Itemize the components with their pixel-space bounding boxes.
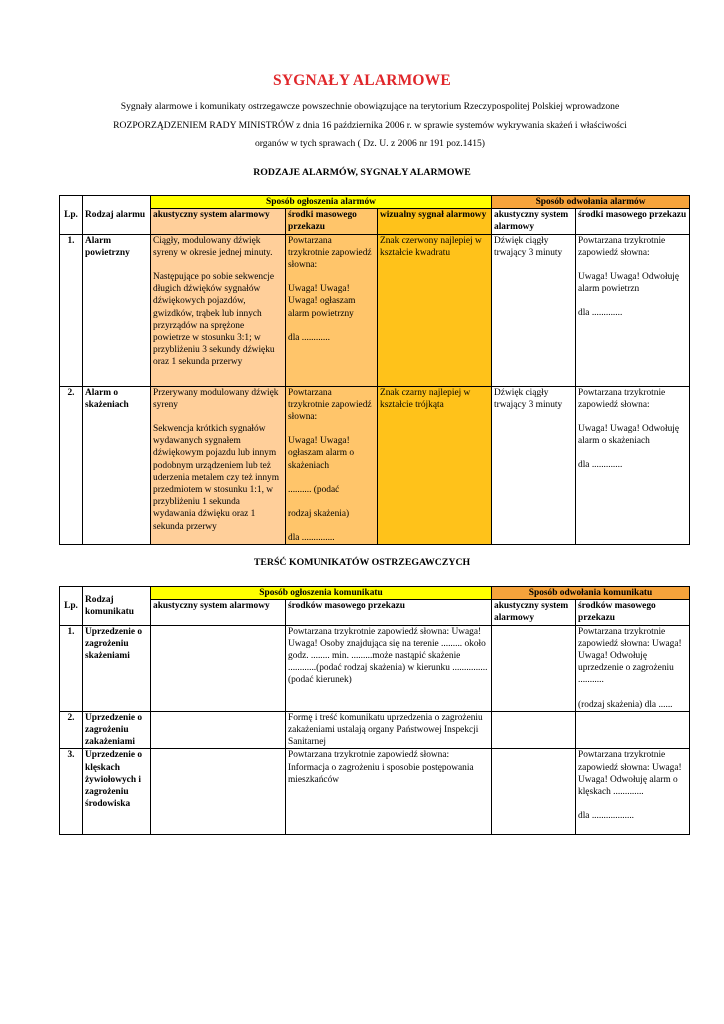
row-acoustic bbox=[151, 234, 286, 386]
page-title: SYGNAŁY ALARMOWE bbox=[273, 72, 451, 89]
media-text-c: .......... (podać bbox=[288, 484, 340, 495]
row-media: Powtarzana trzykrotnie zapowiedź słowna: Uwaga! Uwaga! Osoby znajdująca się na terenie ......... około godz. ........ min. .........może nastąpić skażenie ............(podać rodzaj skażenia) w kierunku ............... (podać kierunek) bbox=[286, 625, 492, 711]
row-lp: 1. bbox=[60, 625, 83, 711]
media-text-a: Powtarzana trzykrotnie zapowiedź słowna: bbox=[288, 235, 372, 271]
intro-paragraph bbox=[70, 98, 670, 154]
header-alarm-type: Rodzaj alarmu bbox=[83, 196, 151, 235]
table-row bbox=[60, 234, 690, 386]
header-media: środki masowego przekazu bbox=[286, 209, 378, 234]
header-media: środków masowego przekazu bbox=[286, 600, 492, 625]
row-acoustic bbox=[151, 386, 286, 545]
header-cancel-group: Sposób odwołania komunikatu bbox=[492, 587, 690, 600]
row-cancel-acoustic: Dźwięk ciągły trwający 3 minuty bbox=[492, 234, 576, 386]
row-lp: 3. bbox=[60, 749, 83, 835]
row-visual: Znak czerwony najlepiej w kształcie kwadratu bbox=[378, 234, 492, 386]
intro-line-1: Sygnały alarmowe i komunikaty ostrzegawcze powszechnie obowiązujące na terytorium Rzeczypospolitej Polskiej wprowadzone bbox=[120, 101, 620, 112]
row-cancel-media bbox=[576, 625, 690, 711]
row-acoustic bbox=[151, 749, 286, 835]
row-cancel-media bbox=[576, 234, 690, 386]
header-cancel-media: środków masowego przekazu bbox=[576, 600, 690, 625]
cancel-media-text-b: (rodzaj skażenia) dla ...... bbox=[578, 699, 673, 710]
cancel-media-text-b: Uwaga! Uwaga! Odwołuję alarm powietrzn bbox=[578, 272, 680, 295]
header-lp: Lp. bbox=[60, 196, 83, 235]
cancel-media-text-c: dla ............. bbox=[578, 308, 623, 319]
row-media bbox=[286, 234, 378, 386]
header-acoustic: akustyczny system alarmowy bbox=[151, 209, 286, 234]
acoustic-text-a: Przerywany modulowany dźwięk syreny bbox=[153, 387, 279, 410]
row-acoustic bbox=[151, 711, 286, 749]
header-lp: Lp. bbox=[60, 587, 83, 626]
row-media: Powtarzana trzykrotnie zapowiedź słowna: Informacja o zagrożeniu i sposobie postępowania mieszkańców bbox=[286, 749, 492, 835]
row-media: Formę i treść komunikatu uprzedzenia o zagrożeniu zakażeniami ustalają organy Państwowej Inspekcji Sanitarnej bbox=[286, 711, 492, 749]
cancel-media-text-a: Powtarzana trzykrotnie zapowiedź słowna: bbox=[578, 235, 666, 258]
cancel-media-text-b: Uwaga! Uwaga! Odwołuję alarm o skażeniach bbox=[578, 424, 680, 447]
media-text-a: Powtarzana trzykrotnie zapowiedź słowna: bbox=[288, 387, 372, 423]
row-visual: Znak czarny najlepiej w kształcie trójkąta bbox=[378, 386, 492, 545]
media-text-b: Uwaga! Uwaga! Uwaga! ogłaszam alarm powietrzny bbox=[288, 284, 356, 319]
row-cancel-acoustic bbox=[492, 625, 576, 711]
row-lp: 2. bbox=[60, 386, 83, 545]
table-row bbox=[60, 625, 690, 711]
cancel-media-text-b: dla .................. bbox=[578, 811, 635, 822]
row-lp: 1. bbox=[60, 234, 83, 386]
media-text-c: dla ............ bbox=[288, 332, 330, 343]
alarms-table bbox=[59, 195, 690, 545]
cancel-media-text-a: Powtarzana trzykrotnie zapowiedź słowna: Uwaga! Uwaga! Odwołuję alarm o klęskach ............. bbox=[578, 750, 682, 798]
row-cancel-media bbox=[576, 386, 690, 545]
row-cancel-acoustic: Dźwięk ciągły trwający 3 minuty bbox=[492, 386, 576, 545]
row-warning-type: Uprzedzenie o klęskach żywiołowych i zagrożeniu środowiska bbox=[83, 749, 151, 835]
row-cancel-acoustic bbox=[492, 749, 576, 835]
header-cancel-group: Sposób odwołania alarmów bbox=[492, 196, 690, 209]
cancel-media-text-a: Powtarzana trzykrotnie zapowiedź słowna: Uwaga! Uwaga! Odwołuję uprzedzenie o zagrożeniu ........... bbox=[578, 626, 682, 686]
table-row bbox=[60, 749, 690, 835]
row-cancel-media bbox=[576, 749, 690, 835]
row-media bbox=[286, 386, 378, 545]
warnings-table bbox=[59, 586, 690, 835]
acoustic-text-b: Sekwencja krótkich sygnałów wydawanych sygnałem dźwiękowym pojazdu lub innym podobnym urządzeniem lub też uderzenia metalem czy też innym przedmiotem w stosunku 1:1, w przybliżeniu 1 sekunda wydawania dźwięku oraz 1 sekunda przerwy bbox=[153, 424, 279, 532]
row-warning-type: Uprzedzenie o zagrożeniu zakażeniami bbox=[83, 711, 151, 749]
acoustic-text-a: Ciągły, modulowany dźwięk syreny w okresie jednej minuty. bbox=[153, 235, 273, 258]
header-cancel-media: środki masowego przekazu bbox=[576, 209, 690, 234]
row-alarm-type: Alarm o skażeniach bbox=[83, 386, 151, 545]
intro-line-3: organów w tych sprawach ( Dz. U. z 2006 nr 191 poz.1415) bbox=[254, 138, 486, 149]
section-heading-alarms: RODZAJE ALARMÓW, SYGNAŁY ALARMOWE bbox=[253, 167, 471, 178]
section-heading-warnings: TERŚĆ KOMUNIKATÓW OSTRZEGAWCZYCH bbox=[253, 557, 471, 568]
row-cancel-acoustic bbox=[492, 711, 576, 749]
header-announce-group: Sposób ogłoszenia komunikatu bbox=[151, 587, 492, 600]
row-cancel-media bbox=[576, 711, 690, 749]
row-warning-type: Uprzedzenie o zagrożeniu skażeniami bbox=[83, 625, 151, 711]
intro-line-2: ROZPORZĄDZENIEM RADY MINISTRÓW z dnia 16 października 2006 r. w sprawie systemów wykrywania skażeń i właściwości bbox=[113, 119, 627, 131]
acoustic-text-b: Następujące po sobie sekwencje długich dźwięków sygnałów dźwiękowych pojazdów, gwizdków, trąbek lub innych przyrządów na sprężone powietrze w stosunku 3:1; w przybliżeniu 3 sekundy dźwięku oraz 1 sekunda przerwy bbox=[153, 272, 275, 368]
header-warning-type: Rodzaj komunikatu bbox=[83, 587, 151, 626]
cancel-media-text-a: Powtarzana trzykrotnie zapowiedź słowna: bbox=[578, 387, 666, 410]
header-acoustic: akustyczny system alarmowy bbox=[151, 600, 286, 625]
row-alarm-type: Alarm powietrzny bbox=[83, 234, 151, 386]
media-text-d: rodzaj skażenia) bbox=[288, 509, 350, 520]
media-text-e: dla .............. bbox=[288, 533, 335, 544]
row-acoustic bbox=[151, 625, 286, 711]
header-visual: wizualny sygnał alarmowy bbox=[378, 209, 492, 234]
cancel-media-text-c: dla ............. bbox=[578, 460, 623, 471]
table-row bbox=[60, 711, 690, 749]
header-cancel-acoustic: akustyczny system alarmowy bbox=[492, 209, 576, 234]
header-cancel-acoustic: akustyczny system alarmowy bbox=[492, 600, 576, 625]
table-row bbox=[60, 386, 690, 545]
row-lp: 2. bbox=[60, 711, 83, 749]
media-text-b: Uwaga! Uwaga! ogłaszam alarm o skażeniach bbox=[288, 436, 355, 471]
header-announce-group: Sposób ogłoszenia alarmów bbox=[151, 196, 492, 209]
